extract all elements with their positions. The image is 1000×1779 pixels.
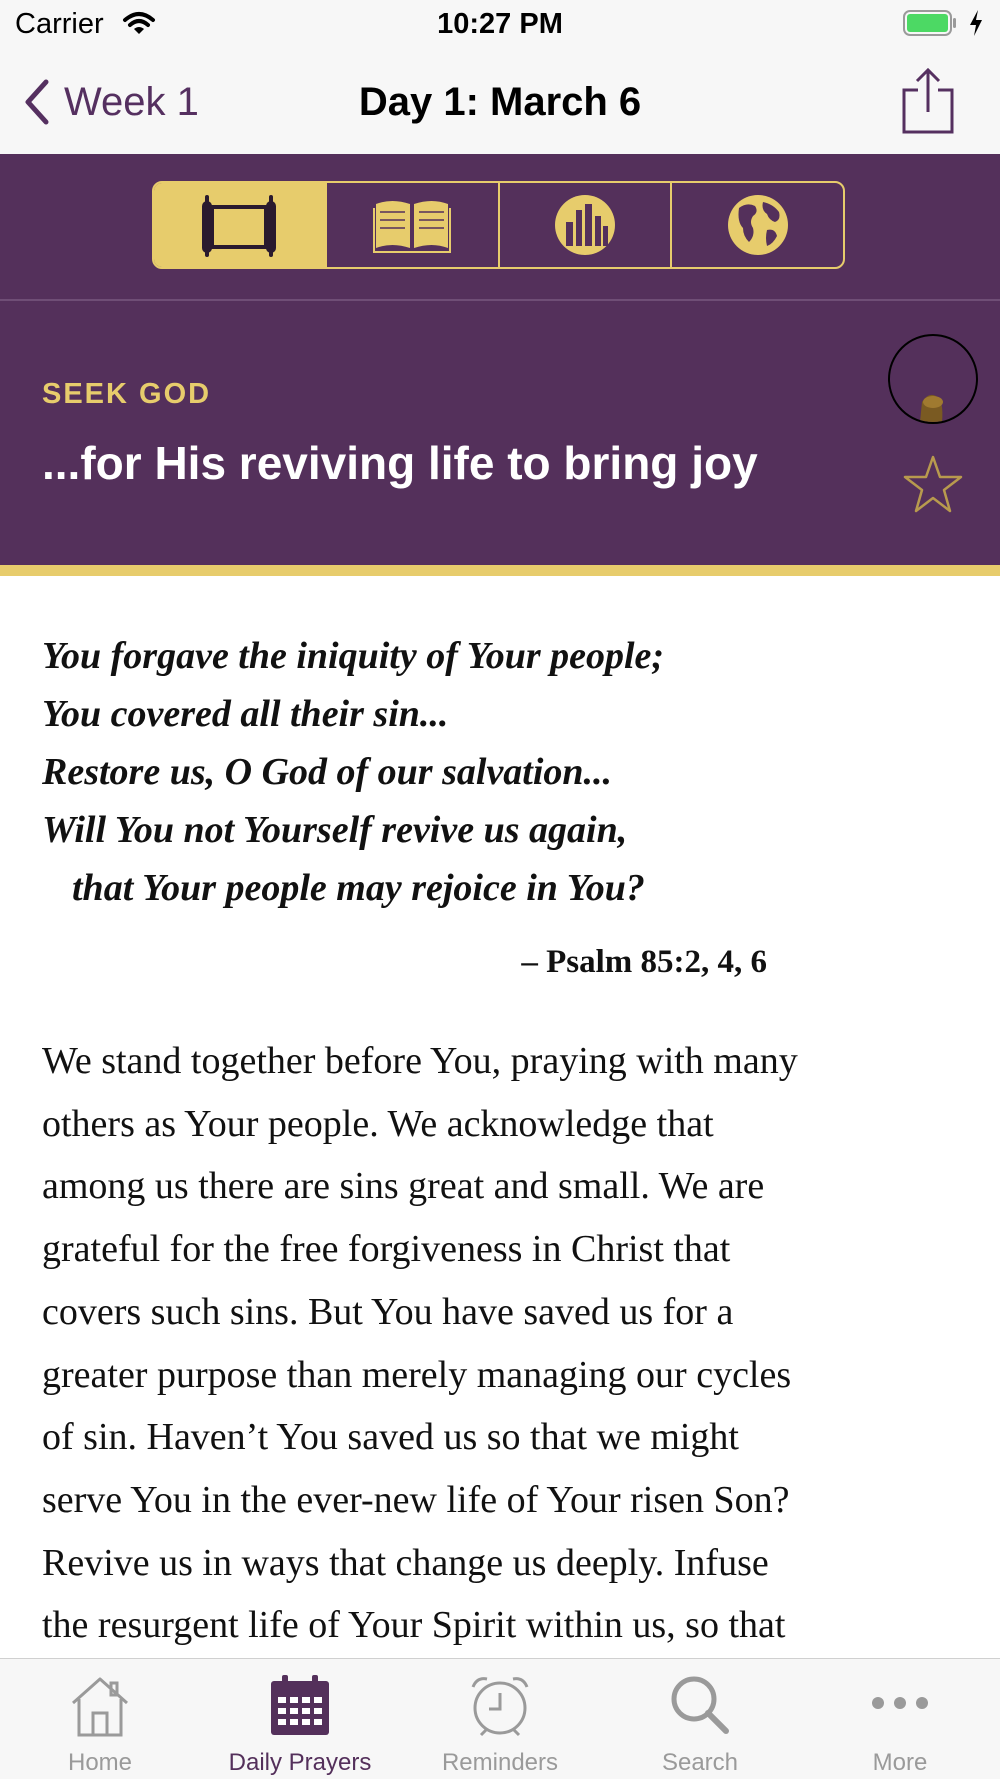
carrier-label: Carrier (15, 8, 104, 40)
share-icon[interactable] (900, 66, 956, 136)
prayer-category: SEEK GOD (42, 378, 212, 410)
page-title: Day 1: March 6 (358, 80, 642, 124)
alarm-clock-icon (467, 1673, 533, 1737)
prayer-headline: ...for His reviving life to bring joy (42, 437, 758, 489)
devotional-header (0, 154, 1000, 565)
scripture-line: You forgave the iniquity of Your people; (42, 635, 665, 677)
prayer-line: Revive us in ways that change us deeply. Infuse (42, 1541, 769, 1584)
battery-icon (903, 10, 957, 36)
open-book-icon (372, 196, 452, 254)
tab-label: Daily Prayers (228, 1749, 372, 1776)
gold-divider (0, 565, 1000, 576)
status-bar (0, 0, 1000, 50)
tab-reminders[interactable] (400, 1659, 600, 1779)
scripture-line: Will You not Yourself revive us again, (42, 809, 628, 851)
segment-world[interactable] (670, 183, 843, 267)
scripture-reference: – Psalm 85:2, 4, 6 (521, 944, 767, 980)
tab-label: More (872, 1749, 928, 1776)
segment-scripture[interactable] (154, 183, 325, 267)
prayer-line: covers such sins. But You have saved us for a (42, 1290, 734, 1333)
tab-search[interactable] (600, 1659, 800, 1779)
section-segmented-control (152, 181, 845, 269)
globe-icon (725, 192, 791, 258)
more-dots-icon (868, 1673, 932, 1737)
header-divider (0, 299, 1000, 301)
city-icon (552, 192, 618, 258)
avatar[interactable] (888, 334, 978, 424)
tab-label: Home (67, 1749, 133, 1776)
prayer-text (42, 1030, 967, 1657)
favorite-star-icon[interactable] (902, 454, 964, 516)
prayer-line: greater purpose than merely managing our cycles (42, 1353, 792, 1396)
segment-reading[interactable] (325, 183, 498, 267)
prayer-line: grateful for the free forgiveness in Christ that (42, 1228, 731, 1271)
prayer-line: We stand together before You, praying with many (42, 1040, 798, 1082)
tab-daily-prayers[interactable] (200, 1659, 400, 1779)
scripture-line: Restore us, O God of our salvation... (42, 751, 613, 793)
scripture-line: that Your people may rejoice in You? (72, 867, 645, 909)
status-time: 10:27 PM (437, 8, 563, 40)
prayer-line: serve You in the ever-new life of Your risen Son? (42, 1478, 790, 1521)
tab-home[interactable] (0, 1659, 200, 1779)
navigation-bar (0, 50, 1000, 154)
charging-bolt-icon (968, 9, 984, 37)
prayer-line: of sin. Haven’t You saved us so that we might (42, 1416, 739, 1459)
prayer-line: the resurgent life of Your Spirit within us, so that (42, 1604, 786, 1647)
home-icon (67, 1673, 133, 1737)
prayer-line: among us there are sins great and small. We are (42, 1165, 765, 1208)
figure-icon (890, 336, 976, 422)
scripture-line: You covered all their sin... (42, 693, 449, 735)
calendar-icon (268, 1673, 332, 1737)
search-icon (668, 1673, 732, 1737)
prayer-line: others as Your people. We acknowledge that (42, 1102, 714, 1145)
tab-label: Reminders (441, 1749, 559, 1776)
scripture-passage (42, 627, 664, 917)
scroll-icon (193, 193, 285, 257)
back-button-label: Week 1 (64, 79, 199, 124)
tab-label: Search (661, 1749, 739, 1776)
tab-more[interactable] (800, 1659, 1000, 1779)
segment-city[interactable] (498, 183, 671, 267)
tab-bar (0, 1658, 1000, 1779)
